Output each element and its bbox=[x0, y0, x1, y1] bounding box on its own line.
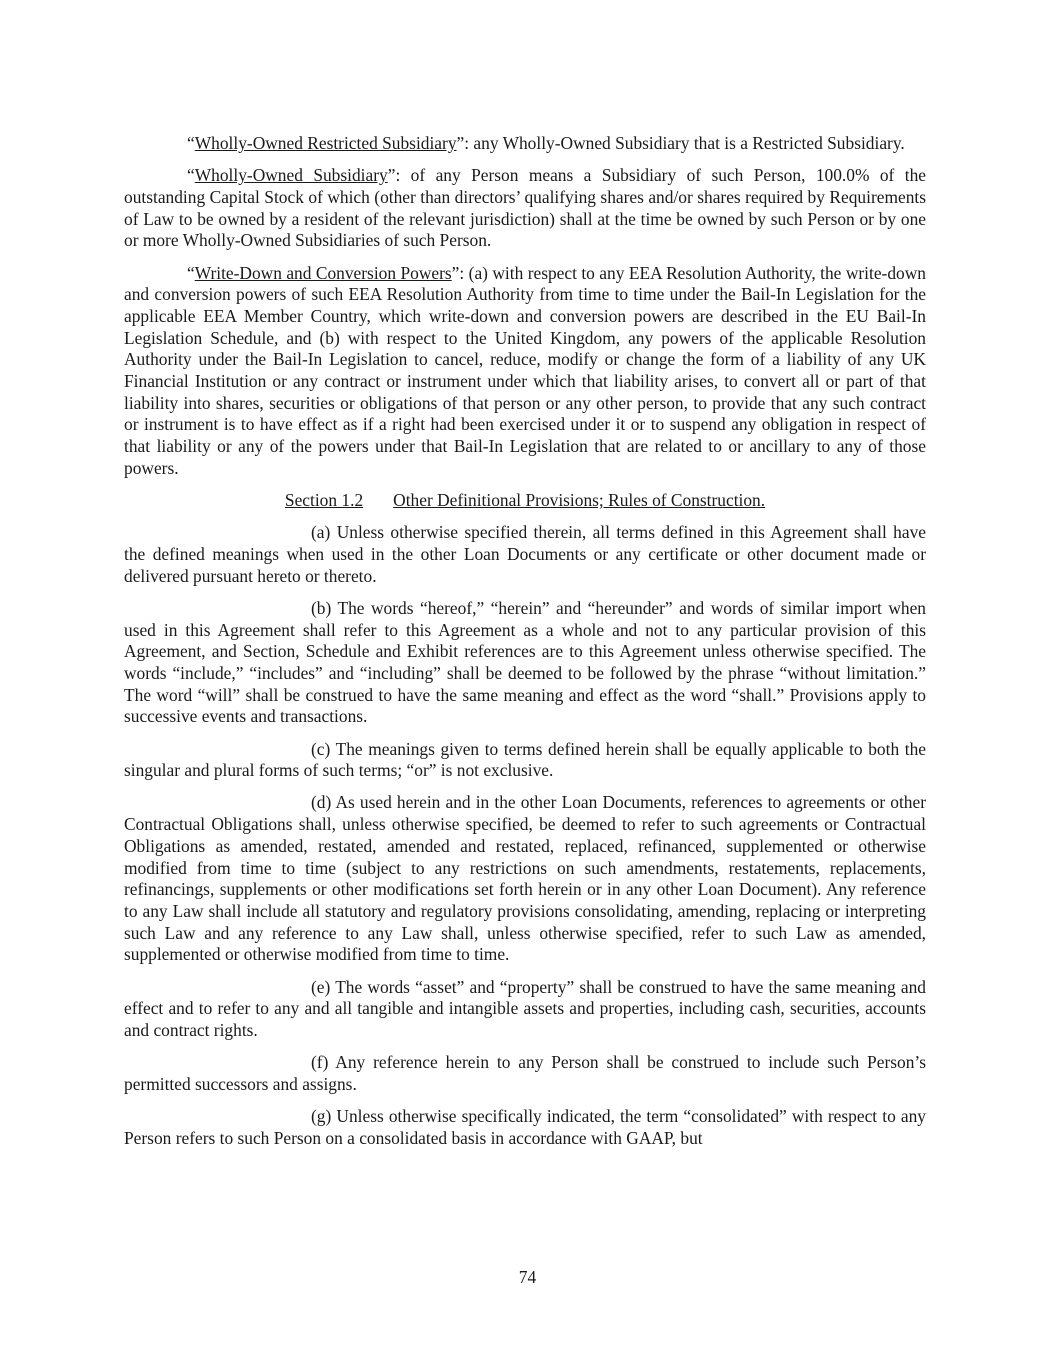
section-title: Other Definitional Provisions; Rules of Construction. bbox=[393, 490, 766, 511]
clause-text: The words “hereof,” “herein” and “hereunder” and words of similar import when used in this Agreement shall refer to this Agreement as a whole and not to any particular provision of this Agreement, and Section, Schedule and Exhibit references are to this Agreement unless otherwise specified. The words “include,” “includes” and “including” shall be deemed to be followed by the phrase “without limitation.” The word “will” shall be construed to have the same meaning and effect as the word “shall.” Provisions apply to successive events and transactions. bbox=[124, 597, 926, 727]
definition-text: (a) with respect to any EEA Resolution Authority, the write-down and conversion powers of such EEA Resolution Authority from time to time under the Bail-In Legislation for the applicable EEA Member Country, which write-down and conversion powers are described in the EU Bail-In Legislation Schedule, and (b) with respect to the United Kingdom, any powers of the applicable Resolution Authority under the Bail-In Legislation to cancel, reduce, modify or change the form of a liability of any UK Financial Institution or any contract or instrument under which that liability arises, to convert all or part of that liability into shares, securities or obligations of that person or any other person, to provide that any such contract or instrument is to have effect as if a right had been exercised under it or to suspend any obligation in respect of that liability or any of the powers under that Bail-In Legislation that are related to or ancillary to any of those powers. bbox=[124, 262, 926, 478]
definition-wholly-owned-subsidiary: “Wholly-Owned Subsidiary”: of any Person means a Subsidiary of such Person, 100.0% of the outstanding Capital Stock of which (other than directors’ qualifying shares and/or shares required by Requirements of Law to be owned by a resident of the relevant jurisdiction) shall at the time be owned by such Person or by one or more Wholly-Owned Subsidiaries of such Person. bbox=[124, 165, 926, 251]
definition-wholly-owned-restricted-subsidiary: “Wholly-Owned Restricted Subsidiary”: any Wholly-Owned Subsidiary that is a Restricted Subsidiary. bbox=[187, 133, 905, 153]
page-number: 74 bbox=[518, 1267, 537, 1287]
clause-text: As used herein and in the other Loan Documents, references to agreements or other Contractual Obligations shall, unless otherwise specified, be deemed to refer to such agreements or Contractual Obligations as amended, restated, amended and restated, replaced, refinanced, supplemented or otherwise modified from time to time (subject to any restrictions on such amendments, restatements, replacements, refinancings, supplements or other modifications set forth herein or in any other Loan Document). Any reference to any Law shall include all statutory and regulatory provisions consolidating, amending, replacing or interpreting such Law and any reference to any Law shall, unless otherwise specified, refer to such Law as amended, supplemented or otherwise modified from time to time. bbox=[124, 792, 926, 965]
clause-f bbox=[124, 1052, 926, 1095]
definition-text: any Wholly-Owned Subsidiary that is a Restricted Subsidiary. bbox=[469, 133, 905, 153]
clause-label: (g) bbox=[311, 1106, 332, 1127]
clause-label: (f) bbox=[311, 1052, 329, 1073]
defined-term: Wholly-Owned Restricted Subsidiary bbox=[194, 133, 457, 153]
clause-text: The meanings given to terms defined herein shall be equally applicable to both the singular and plural forms of such terms; “or” is not exclusive. bbox=[124, 738, 926, 781]
defined-term: Write-Down and Conversion Powers bbox=[194, 262, 452, 283]
section-number: Section 1.2 bbox=[284, 490, 364, 511]
clause-text: Unless otherwise specifically indicated, the term “consolidated” with respect to any Person refers to such Person on a consolidated basis in accordance with GAAP, but bbox=[124, 1106, 926, 1148]
defined-term: Wholly-Owned Subsidiary bbox=[194, 165, 388, 186]
clause-label: (c) bbox=[311, 738, 331, 759]
clause-label: (e) bbox=[311, 976, 331, 997]
clause-label: (d) bbox=[311, 792, 332, 813]
definition-write-down-and-conversion-powers: “Write-Down and Conversion Powers”: (a) with respect to any EEA Resolution Authority, the write-down and conversion powers of such EEA Resolution Authority from time to time under the Bail-In Legislation for the applicable EEA Member Country, which write-down and conversion powers are described in the EU Bail-In Legislation Schedule, and (b) with respect to the United Kingdom, any powers of the applicable Resolution Authority under the Bail-In Legislation to cancel, reduce, modify or change the form of a liability of any UK Financial Institution or any contract or instrument under which that liability arises, to convert all or part of that liability into shares, securities or obligations of that person or any other person, to provide that any such contract or instrument is to have effect as if a right had been exercised under it or to suspend any obligation in respect of that liability or any of the powers under that Bail-In Legislation that are related to or ancillary to any of those powers. bbox=[124, 262, 926, 478]
clause-c bbox=[124, 739, 926, 782]
clause-a bbox=[124, 522, 926, 587]
clause-text: Unless otherwise specified therein, all terms defined in this Agreement shall have the defined meanings when used in the other Loan Documents or any certificate or other document made or delivered pursuant hereto or thereto. bbox=[124, 522, 926, 586]
clause-d bbox=[124, 792, 926, 966]
clause-e bbox=[124, 977, 926, 1042]
clause-b bbox=[124, 598, 926, 728]
clause-text: Any reference herein to any Person shall be construed to include such Person’s permitted successors and assigns. bbox=[124, 1052, 926, 1094]
clause-label: (b) bbox=[311, 597, 332, 618]
clause-text: The words “asset” and “property” shall be construed to have the same meaning and effect and to refer to any and all tangible and intangible assets and properties, including cash, securities, accounts and contract rights. bbox=[124, 976, 926, 1041]
section-heading bbox=[124, 490, 926, 512]
clause-label: (a) bbox=[311, 522, 331, 543]
definition-text: of any Person means a Subsidiary of such Person, 100.0% of the outstanding Capital Stock of which (other than directors’ qualifying shares and/or shares required by Requirements of Law to be owned by a resident of the relevant jurisdiction) shall at the time be owned by such Person or by one or more Wholly-Owned Subsidiaries of such Person. bbox=[124, 165, 926, 251]
clause-g bbox=[124, 1106, 926, 1149]
document-page bbox=[124, 133, 926, 1160]
